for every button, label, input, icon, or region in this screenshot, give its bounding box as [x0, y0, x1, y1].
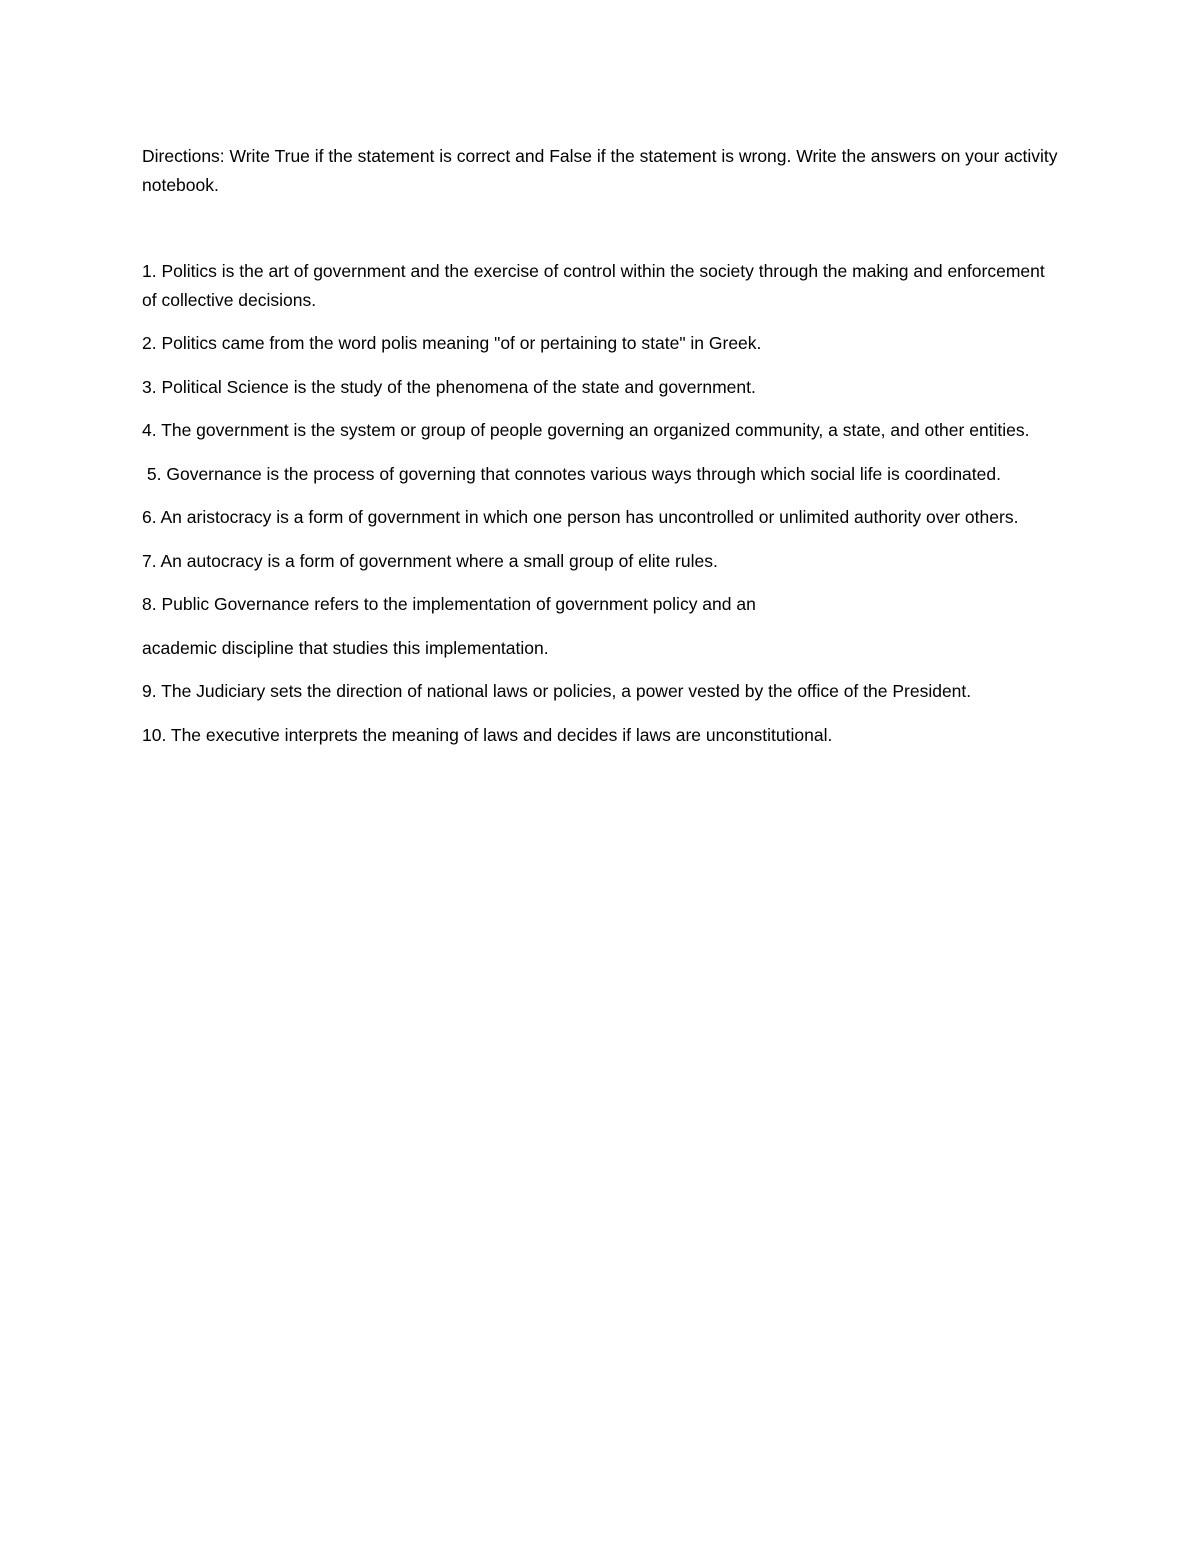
item-number: 5.: [142, 463, 162, 484]
list-item-continuation: [142, 634, 1062, 663]
item-number: 7.: [142, 550, 157, 571]
item-text: Politics came from the word polis meaning "of or pertaining to state" in Greek.: [156, 333, 762, 353]
list-item: [142, 373, 1062, 402]
list-item: [142, 547, 1062, 576]
list-item: [142, 721, 1062, 750]
item-text: The Judiciary sets the direction of national laws or policies, a power vested by the office of the President.: [156, 681, 972, 701]
list-item: [142, 257, 1062, 314]
item-text: Public Governance refers to the implementation of government policy and an: [156, 594, 756, 614]
item-text: The government is the system or group of people governing an organized community, a state, and other entities.: [156, 420, 1030, 440]
item-text: An aristocracy is a form of government in which one person has uncontrolled or unlimited authority over others.: [156, 507, 1019, 527]
item-number: 4.: [142, 420, 157, 440]
item-number: 9.: [142, 681, 157, 701]
document-body: [142, 142, 1062, 764]
item-text: Politics is the art of government and the exercise of control within the society through the making and enforcement of collective decisions.: [142, 261, 1045, 310]
item-text: academic discipline that studies this implementation.: [142, 637, 549, 658]
item-number: 6.: [142, 507, 157, 527]
item-text: The executive interprets the meaning of laws and decides if laws are unconstitutional.: [166, 724, 833, 745]
list-item: [142, 677, 1062, 706]
item-text: An autocracy is a form of government where a small group of elite rules.: [156, 550, 718, 571]
list-item: [142, 503, 1062, 532]
list-item: [142, 460, 1062, 489]
item-number: 1.: [142, 261, 157, 281]
item-text: Governance is the process of governing that connotes various ways through which social life is coordinated.: [161, 463, 1001, 484]
item-number: 10.: [142, 724, 167, 745]
list-item: [142, 329, 1062, 358]
list-item: [142, 416, 1062, 445]
item-text: Political Science is the study of the phenomena of the state and government.: [156, 376, 756, 397]
directions-text: Directions: Write True if the statement is correct and False if the statement is wrong. Write the answers on your activity notebook.: [142, 146, 1058, 195]
item-number: 3.: [142, 376, 157, 397]
item-number: 2.: [142, 333, 157, 353]
list-item: [142, 590, 1062, 619]
item-number: 8.: [142, 594, 157, 614]
